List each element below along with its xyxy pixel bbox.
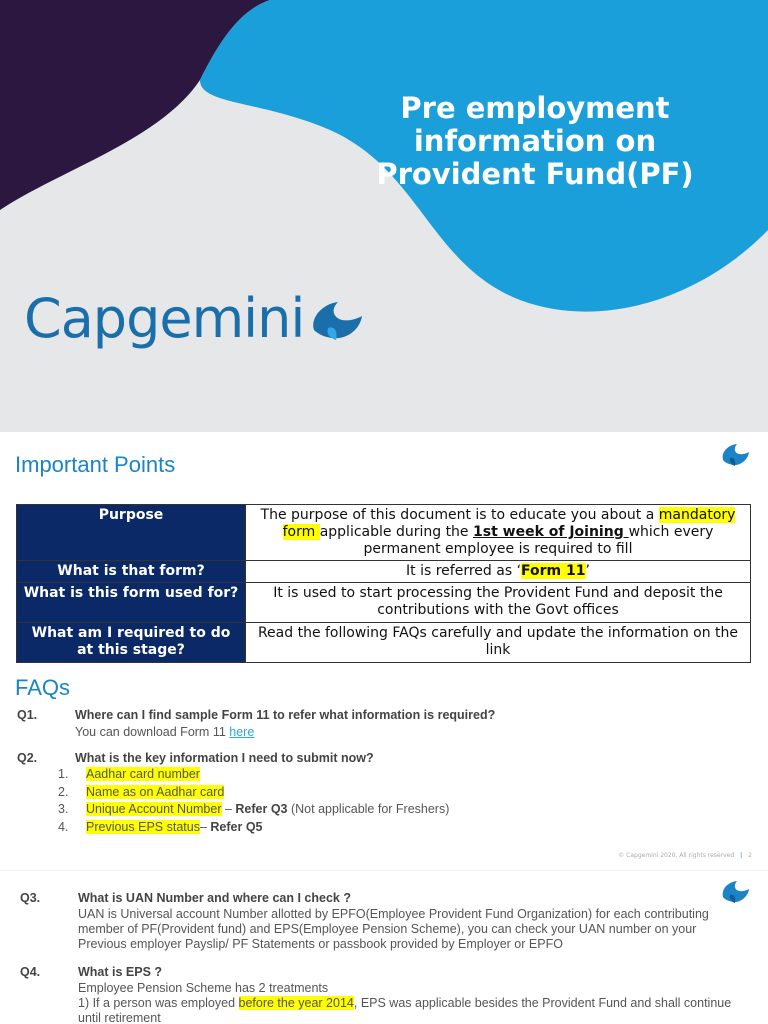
- faq-question: What is UAN Number and where can I check ?: [78, 891, 351, 905]
- faq-number: Q3.: [20, 891, 41, 905]
- list-note: (Not applicable for Freshers): [287, 802, 450, 816]
- list-dash: –: [199, 819, 211, 834]
- answer-highlight: mandatory form: [282, 507, 736, 540]
- spade-corner-icon: [720, 442, 750, 468]
- list-ref: Refer Q5: [210, 819, 263, 834]
- download-form-link[interactable]: here: [229, 725, 255, 739]
- list-item-text: Unique Account Number: [86, 802, 222, 816]
- answer-text: You can download Form 11: [75, 725, 230, 739]
- list-dash: –: [221, 802, 236, 816]
- list-item: [58, 767, 449, 785]
- important-points-heading: Important Points: [15, 452, 176, 477]
- answer-highlight: Form 11: [521, 563, 586, 579]
- row-question: What is this form used for?: [17, 583, 246, 623]
- cover-title-line-1: Pre employment: [400, 91, 670, 125]
- table-row: [17, 561, 751, 583]
- list-item: [58, 785, 449, 803]
- faq-number: Q2.: [17, 751, 38, 765]
- table-row: [17, 505, 751, 561]
- faq-answer: UAN is Universal account Number allotted by EPFO(Employee Provident Fund Organization) for each contributing member of PF(Provident fund) and EPS(Employee Pension Scheme), you can check your UAN number on your Previous employer Payslip/ PF Statements or passbook provided by Employer or EPFO: [78, 907, 709, 951]
- faqs-heading: FAQs: [15, 675, 71, 700]
- spade-logo-icon: [308, 300, 364, 344]
- faq-answer: [78, 981, 738, 1024]
- row-question: What am I required to do at this stage?: [17, 623, 246, 663]
- answer-text: The purpose of this document is to educate you about a: [260, 507, 659, 523]
- list-number: 1.: [58, 767, 69, 781]
- faq-answer: [75, 725, 254, 739]
- footer-separator: |: [740, 852, 743, 859]
- list-item-text: Previous EPS status: [86, 819, 200, 834]
- spade-corner-icon: [720, 879, 750, 905]
- list-item: [58, 802, 449, 820]
- list-item: [58, 820, 449, 838]
- cover-slide: [0, 0, 768, 432]
- list-number: 3.: [58, 802, 69, 816]
- list-number: 4.: [58, 819, 69, 834]
- page-number: 2: [748, 852, 752, 859]
- list-ref: Refer Q3: [235, 802, 288, 816]
- row-answer: [246, 505, 751, 561]
- row-answer: Read the following FAQs carefully and update the information on the link: [246, 623, 751, 663]
- important-points-slide: [0, 432, 768, 870]
- logo-text: Capgemini: [24, 286, 305, 350]
- faq-question: Where can I find sample Form 11 to refer what information is required?: [75, 708, 496, 722]
- important-points-table: [16, 504, 751, 663]
- list-item-text: Name as on Aadhar card: [86, 784, 225, 799]
- cover-title-line-3: Provident Fund(PF): [376, 157, 694, 191]
- answer-text: applicable during the: [319, 524, 473, 540]
- faq-continued-slide: [0, 870, 768, 1024]
- answer-highlight: before the year 2014: [238, 996, 354, 1010]
- cover-background-shapes: [0, 0, 768, 432]
- table-row: [17, 623, 751, 663]
- faq-question: What is the key information I need to submit now?: [75, 751, 374, 765]
- row-question: Purpose: [17, 505, 246, 561]
- answer-text: ’: [585, 563, 590, 579]
- row-answer: It is used to start processing the Provident Fund and deposit the contributions with the Govt offices: [246, 583, 751, 623]
- answer-line: Employee Pension Scheme has 2 treatments: [78, 981, 329, 995]
- faq-question: What is EPS ?: [78, 965, 163, 979]
- row-question: What is that form?: [17, 561, 246, 583]
- key-info-list: [58, 767, 449, 837]
- answer-underlined: 1st week of Joining: [473, 524, 629, 540]
- answer-text: It is referred as ‘: [406, 563, 522, 579]
- answer-line: [78, 996, 738, 1024]
- table-row: [17, 583, 751, 623]
- list-number: 2.: [58, 784, 69, 799]
- faq-number: Q1.: [17, 708, 38, 722]
- copyright-text: © Capgemini 2020. All rights reserved: [618, 852, 735, 859]
- row-answer: [246, 561, 751, 583]
- faq-number: Q4.: [20, 965, 41, 979]
- slide-footer: [618, 852, 752, 859]
- capgemini-logo: [24, 278, 364, 358]
- list-item-text: Aadhar card number: [86, 767, 200, 781]
- cover-title: [360, 92, 710, 191]
- answer-text: which every permanent employee is required to fill: [363, 524, 714, 557]
- answer-text: , EPS was applicable besides the Provident Fund and shall continue until retirement: [78, 996, 732, 1024]
- answer-text: 1) If a person was employed: [78, 996, 239, 1010]
- cover-title-line-2: information on: [413, 124, 657, 158]
